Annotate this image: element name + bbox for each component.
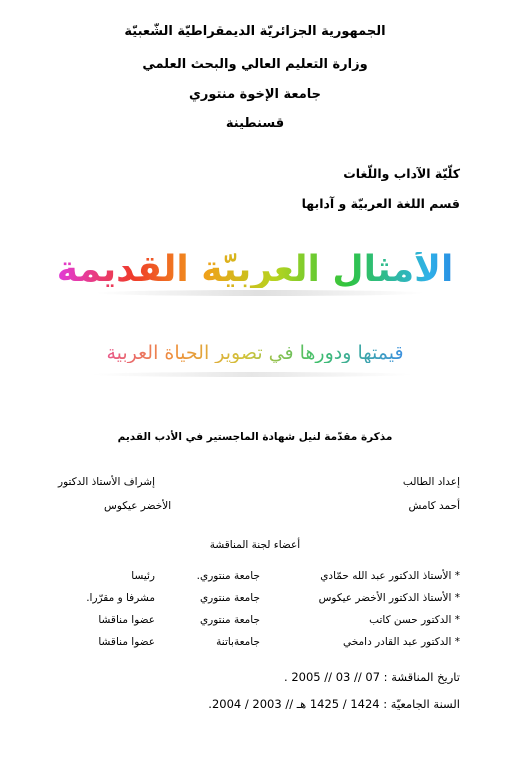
thesis-subtitle: قيمتها ودورها في تصوير الحياة العربية	[0, 344, 510, 363]
committee-title: أعضاء لجنة المناقشة	[209, 539, 301, 551]
subtitle-shadow	[92, 372, 412, 377]
faculty-name: كلّيّة الآداب واللّغات	[343, 166, 460, 181]
discussion-date: تاريخ المناقشة : 07 // 03 // 2005 .	[284, 670, 460, 684]
member-name: * الأستاذ الدكتور الأخضر عيكوس	[318, 592, 460, 604]
member-role: رئيسا	[131, 570, 155, 582]
department-name: قسم اللغة العربيّة و آدابها	[301, 196, 460, 211]
university-line: جامعة الإخوة منتوري	[188, 87, 322, 102]
city-line: قسنطينة	[225, 116, 285, 131]
member-university: جامعةباتنة	[216, 636, 260, 648]
member-name: * الأستاذ الدكتور عبد الله حمّادي	[320, 570, 460, 582]
member-university: جامعة منتوري	[199, 614, 260, 626]
academic-year: السنة الجامعيّة : 1424 / 1425 هـ // 2003 / 2004.	[208, 697, 460, 711]
committee-members	[40, 570, 460, 658]
committee-member-row	[40, 636, 460, 658]
student-name: أحمد كامش	[408, 500, 460, 512]
committee-member-row	[40, 614, 460, 636]
member-role: عضوا مناقشا	[98, 636, 155, 648]
republic-line: الجمهورية الجزائريّة الديمقراطيّة الشّعبيّة	[124, 24, 386, 39]
member-university: جامعة منتوري	[199, 592, 260, 604]
supervisor-label: إشراف الأستاذ الدكتور	[58, 476, 156, 488]
member-role: مشرفا و مقرّرا.	[86, 592, 155, 604]
thesis-title: الأمثال العربيّة القديمة	[0, 252, 510, 288]
committee-member-row	[40, 592, 460, 614]
member-role: عضوا مناقشا	[98, 614, 155, 626]
memo-statement: مذكرة مقدّمة لنيل شهادة الماجستير في الأدب القديم	[117, 431, 393, 443]
member-name: * الدكتور عبد القادر دامخي	[343, 636, 460, 648]
student-label: إعداد الطالب	[402, 476, 460, 488]
member-name: * الدكتور حسن كاتب	[369, 614, 460, 626]
ministry-line: وزارة التعليم العالي والبحث العلمي	[142, 57, 368, 72]
title-shadow	[95, 290, 425, 296]
supervisor-name: الأخضر عيكوس	[104, 500, 172, 512]
committee-member-row	[40, 570, 460, 592]
member-university: جامعة منتوري.	[196, 570, 260, 582]
